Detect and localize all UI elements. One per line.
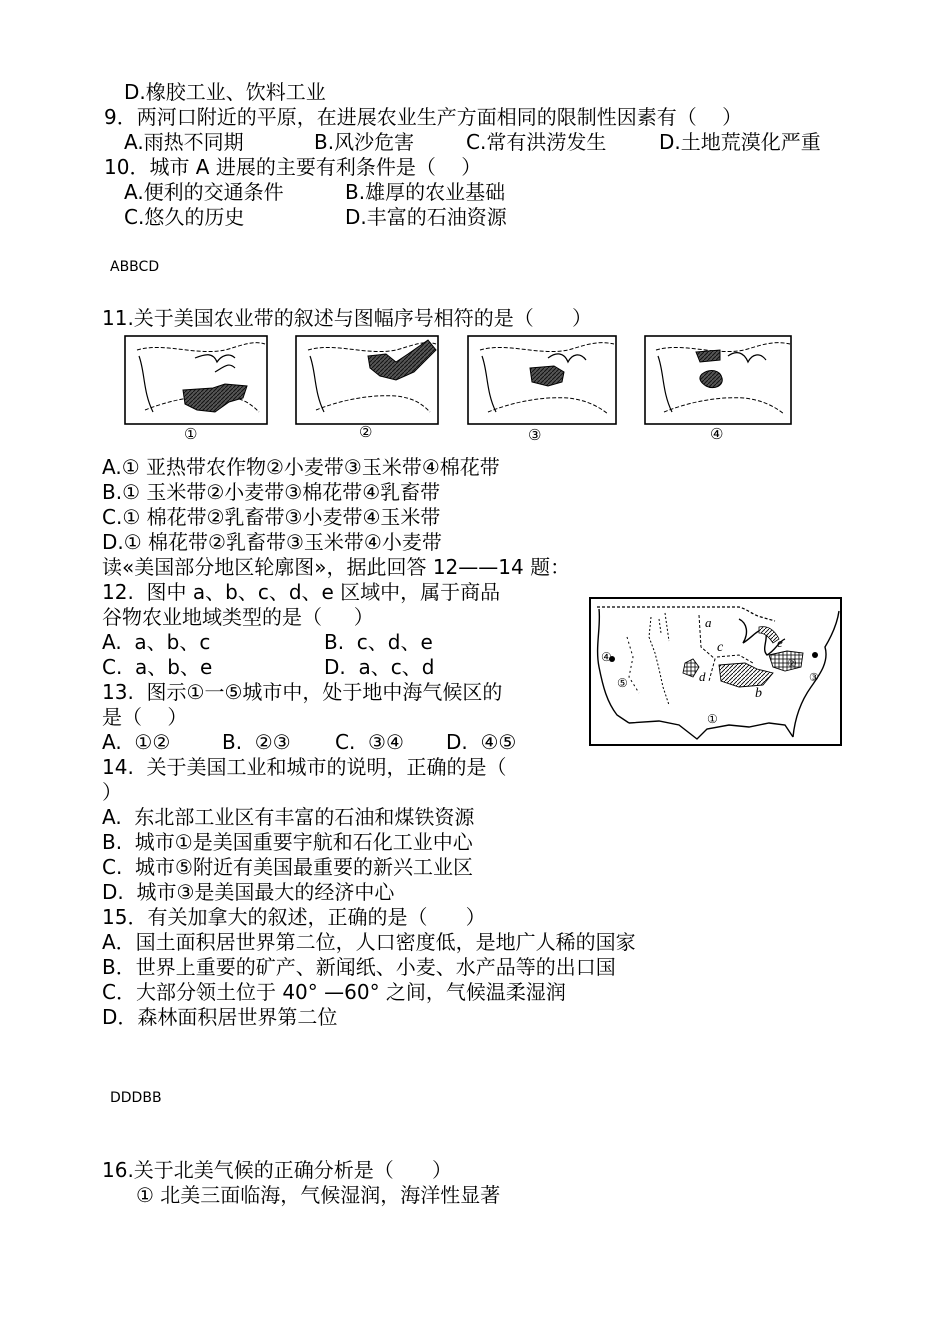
q11-map-4 [644,332,794,427]
q12-option-a: A. a、b、c [102,630,211,654]
map-1 [125,336,267,424]
q9-option-c: C.常有洪涝发生 [466,130,607,154]
q11-option-c: C.① 棉花带②乳畜带③小麦带④玉米带 [102,505,441,529]
q14-option-b: B. 城市①是美国重要宇航和石化工业中心 [102,830,473,854]
map-label-city-4: ④ [601,650,612,664]
map-label-city-1: ① [707,712,718,726]
q8-option-d: D.橡胶工业、饮料工业 [124,80,326,104]
q9-stem: 9．两河口附近的平原，在进展农业生产方面相同的限制性因素有（ ） [104,105,743,129]
q10-stem: 10．城市 A 进展的主要有利条件是（ ） [104,155,482,179]
q13-option-c: C. ③④ [335,730,404,754]
q12-stem-line1: 12. 图中 a、b、c、d、e 区域中，属于商品 [102,580,501,604]
map-label-a: a [705,615,712,630]
q11-caption-4: ④ [710,425,724,443]
map-label-d: d [699,669,706,684]
q14-stem-line1: 14. 关于美国工业和城市的说明，正确的是（ [102,755,507,779]
answer-key-2: DDDBB [110,1090,162,1106]
q11-option-b: B.① 玉米带②小麦带③棉花带④乳畜带 [102,480,441,504]
q15-option-c: C．大部分领土位于 40° —60° 之间，气候温柔湿润 [102,980,566,1004]
q15-stem: 15．有关加拿大的叙述，正确的是（ ） [102,905,486,929]
q11-stem: 11.关于美国农业带的叙述与图幅序号相符的是（ ） [102,306,592,330]
q10-option-d: D.丰富的石油资源 [345,205,507,229]
map-3 [468,336,616,424]
read-instruction: 读«美国部分地区轮廓图»，据此回答 12——14 题： [102,555,571,579]
q12-option-b: B. c、d、e [324,630,433,654]
q13-option-b: B. ②③ [222,730,291,754]
answer-key-1: ABBCD [110,259,160,275]
q11-caption-1: ① [184,425,198,443]
us-region-map [589,597,843,747]
map-label-city-5: ⑤ [617,676,628,690]
q9-option-b: B.风沙危害 [314,130,415,154]
q10-option-c: C.悠久的历史 [124,205,245,229]
q14-option-d: D. 城市③是美国最大的经济中心 [102,880,395,904]
q12-option-d: D. a、c、d [324,655,435,679]
map-label-city-2: ② [787,657,797,670]
q14-option-a: A. 东北部工业区有丰富的石油和煤铁资源 [102,805,475,829]
q10-option-a: A.便利的交通条件 [124,180,284,204]
map-label-b: b [755,686,762,701]
q11-option-d: D.① 棉花带②乳畜带③玉米带④小麦带 [102,530,442,554]
q9-option-d: D.土地荒漠化严重 [659,130,821,154]
q13-option-d: D. ④⑤ [446,730,517,754]
q16-option-1: ① 北美三面临海，气候湿润，海洋性显著 [136,1183,501,1207]
q11-option-a: A.① 亚热带农作物②小麦带③玉米带④棉花带 [102,455,500,479]
map-label-e: e [777,635,783,650]
q13-stem-line2: 是（ ） [102,705,188,729]
q15-option-d: D．森林面积居世界第二位 [102,1005,338,1029]
q11-caption-2: ② [359,423,373,441]
map-label-city-3: ③ [809,671,819,684]
q13-stem-line1: 13. 图示①一⑤城市中，处于地中海气候区的 [102,680,503,704]
q11-caption-3: ③ [528,426,542,444]
q15-option-b: B．世界上重要的矿产、新闻纸、小麦、水产品等的出口国 [102,955,616,979]
q13-option-a: A. ①② [102,730,171,754]
map-label-c: c [717,640,724,655]
q12-option-c: C. a、b、e [102,655,213,679]
q10-option-b: B.雄厚的农业基础 [345,180,506,204]
q15-option-a: A．国土面积居世界第二位，人口密度低，是地广人稀的国家 [102,930,636,954]
q12-stem-line2: 谷物农业地域类型的是（ ） [102,605,374,629]
q9-option-a: A.雨热不同期 [124,130,244,154]
q14-option-c: C. 城市⑤附近有美国最重要的新兴工业区 [102,855,473,879]
q14-stem-line2: ） [102,780,122,804]
q16-stem: 16.关于北美气候的正确分析是（ ） [102,1158,452,1182]
map-2 [296,336,438,424]
